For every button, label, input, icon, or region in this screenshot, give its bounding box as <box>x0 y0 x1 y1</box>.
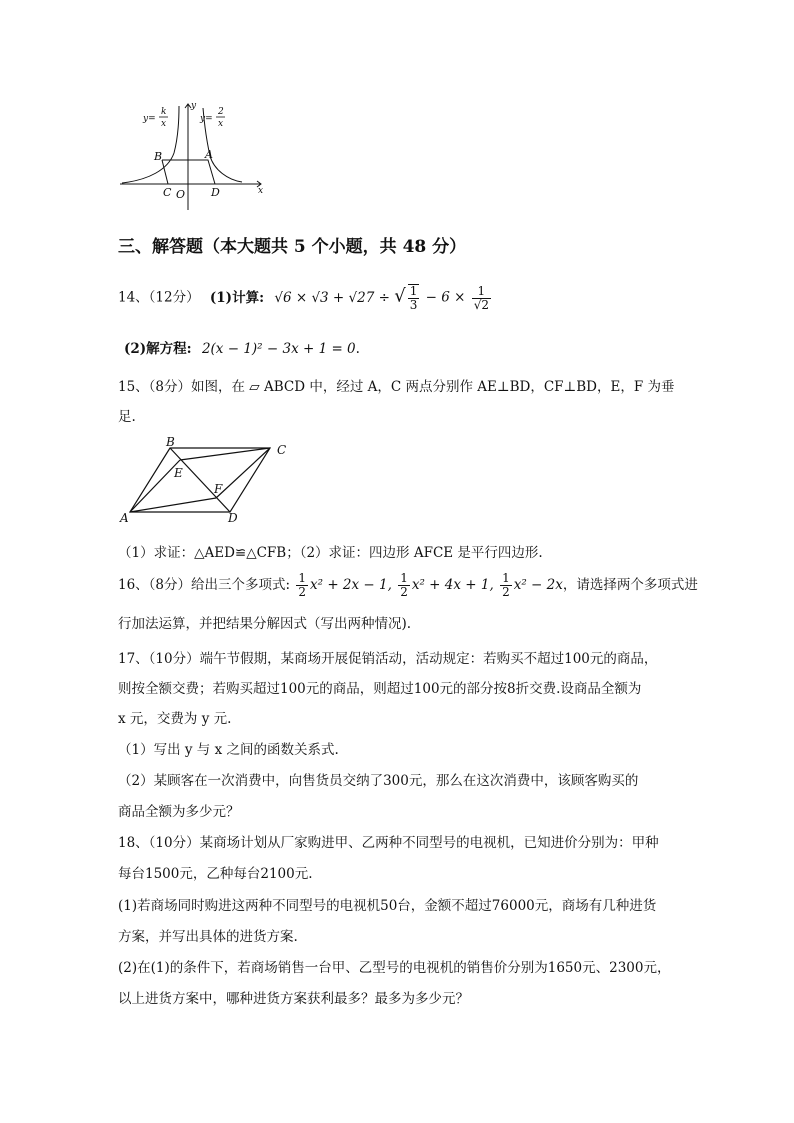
label-D: D <box>211 186 220 199</box>
q17-sub2-line1: （2）某顾客在一次消费中，向售货员交纳了300元，那么在这次消费中，该顾客购买的 <box>118 773 639 789</box>
q17-sub2-line2: 商品全额为多少元？ <box>118 804 240 820</box>
q18-sub2-line2: 以上进货方案中，哪种进货方案获利最多？最多为多少元？ <box>118 991 469 1007</box>
label-F2: F <box>214 482 223 496</box>
q18-line1: 18、（10分）某商场计划从厂家购进甲、乙两种不同型号的电视机，已知进价分别为：甲种 <box>118 835 659 851</box>
q16-line2: 行加法运算，并把结果分解因式（写出两种情况). <box>118 616 412 632</box>
label-C: C <box>163 186 172 199</box>
q16-half-num-2: 1 <box>400 571 408 585</box>
q14-part2 <box>124 337 360 357</box>
q16-half-num-1: 1 <box>298 571 307 585</box>
q18-sub1-line1: (1)若商场同时购进这两种不同型号的电视机50台，金额不超过76000元，商场有几种进货 <box>118 898 657 914</box>
label-D2: D <box>228 511 238 525</box>
q14-number: 14、（12分） <box>118 289 200 306</box>
q16-half-num-3: 1 <box>502 571 510 585</box>
q14-part1-label: (1)计算: <box>209 289 265 306</box>
q16-poly3: x² − 2x <box>513 577 563 593</box>
label-E2: E <box>174 466 183 480</box>
section-title: 三、解答题（本大题共 5 个小题，共 48 分） <box>118 237 467 257</box>
q18-sub1-line2: 方案，并写出具体的进货方案. <box>118 929 298 945</box>
q15-task: （1）求证：△AED≌△CFB；（2）求证：四边形 AFCE 是平行四边形. <box>118 545 543 561</box>
label-A2: A <box>120 511 129 525</box>
label-A: A <box>205 148 213 161</box>
q14-part2-end: . <box>355 341 360 357</box>
label-C2: C <box>277 443 287 457</box>
eq-left-den: x <box>161 119 167 129</box>
q14-part1-expr-b: − 6 × <box>421 289 470 306</box>
q14-frac-num: 1 <box>472 285 491 299</box>
q16-prefix: 16、（8分）给出三个多项式: <box>118 577 291 593</box>
q14-part1: 14、（12分） (1)计算: √6 × √3 + √27 ÷ √ $\frac{1}{3}$ − 6 × $\frac{1}{√2}$ <box>118 283 490 312</box>
q14-frac-den: √2 <box>473 297 490 312</box>
q16-poly2: x² + 4x + 1, <box>411 577 494 593</box>
q16-half-den-3: 2 <box>502 585 510 599</box>
q15-line1: 15、（8分）如图，在 ▱ ABCD 中，经过 A，C 两点分别作 AE⊥BD，CF⊥BD，E，F 为垂 <box>118 379 675 395</box>
q17-line1: 17、（10分）端午节假期，某商场开展促销活动，活动规定：若购买不超过100元的商品， <box>118 651 658 667</box>
axis-x-label: x <box>258 186 264 196</box>
q15-line2: 足. <box>118 409 136 425</box>
q17-sub1: （1）写出 y 与 x 之间的函数关系式. <box>118 742 339 758</box>
q18-line2: 每台1500元，乙种每台2100元. <box>118 866 313 882</box>
label-B2: B <box>166 435 175 449</box>
eq-right-den: x <box>218 119 224 129</box>
q14-part2-label: (2)解方程: <box>124 341 192 357</box>
q17-line2: 则按全额交费；若购买超过100元的商品，则超过100元的部分按8折交费.设商品全额为 <box>118 681 642 697</box>
label-O: O <box>176 188 186 201</box>
eq-right-num: 2 <box>218 107 224 117</box>
q17-line3: x 元，交费为 y 元. <box>118 711 232 727</box>
q16-half-den-2: 2 <box>400 585 408 599</box>
q16-half-den-1: 2 <box>298 585 307 599</box>
eq-left-prefix: y= <box>143 114 156 124</box>
q18-sub2-line1: (2)在(1)的条件下，若商场销售一台甲、乙型号的电视机的销售价分别为1650元、2300元， <box>118 960 671 976</box>
axis-y-label: y <box>191 101 197 111</box>
eq-right-prefix: y= <box>200 114 213 124</box>
label-B: B <box>154 150 163 163</box>
q14-part2-expr: 2(x − 1)² − 3x + 1 = 0 <box>201 341 356 357</box>
q14-root-den: 3 <box>409 298 418 312</box>
q14-part1-expr-a: √6 × √3 + √27 ÷ <box>274 289 395 306</box>
q16-suffix: ，请选择两个多项式进 <box>562 577 698 593</box>
parallelogram-figure <box>118 434 298 526</box>
q16-line1 <box>118 572 698 599</box>
hyperbola-figure <box>118 98 268 218</box>
eq-left-num: k <box>161 107 167 117</box>
q14-root-num: 1 <box>409 284 418 298</box>
q16-poly1: x² + 2x − 1, <box>310 577 392 593</box>
